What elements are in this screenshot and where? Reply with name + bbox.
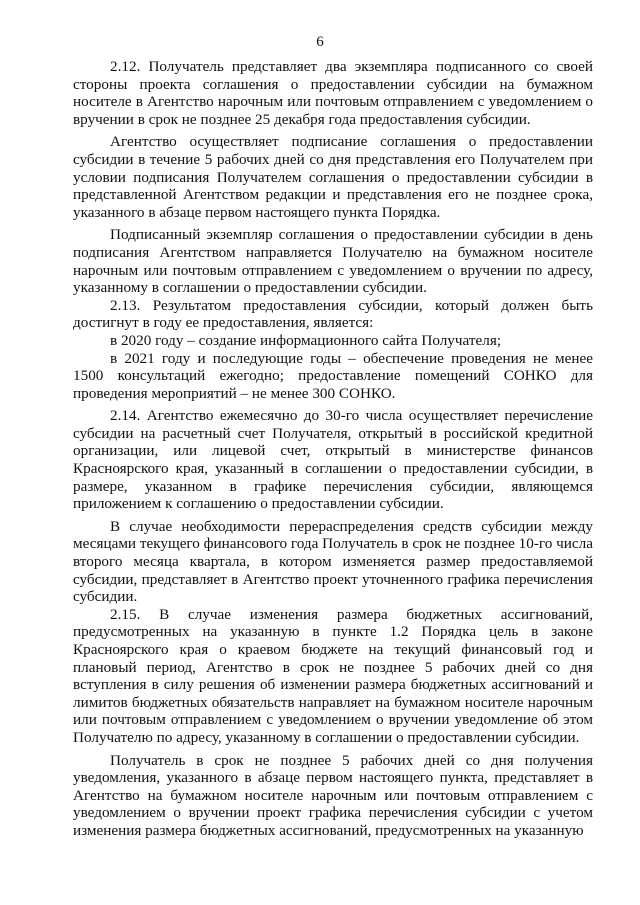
paragraph-2-12-signing: Агентство осуществляет подписание соглашения о предоставлении субсидии в течение 5 рабочих дней со дня представления его Получателем при условии подписания Получателем соглашения о предоставлении субсидии в представленной Агентством редакции и представления его не позднее срока, указанного в абзаце первом настоящего пункта Порядка. <box>73 133 593 221</box>
paragraph-2-12: 2.12. Получатель представляет два экземпляра подписанного со своей стороны проекта соглашения о предоставлении субсидии на бумажном носителе в Агентство нарочным или почтовым отправлением с уведомлением о вручении в срок не позднее 25 декабря года предоставления субсидии. <box>73 58 593 128</box>
paragraph-2-13-result-2020: в 2020 году – создание информационного сайта Получателя; <box>110 331 502 349</box>
paragraph-2-13: 2.13. Результатом предоставления субсидии, который должен быть достигнут в году ее предоставления, является: <box>73 296 593 332</box>
paragraph-2-15-recipient: Получатель в срок не позднее 5 рабочих дней со дня получения уведомления, указанного в абзаце первом настоящего пункта, представляет в Агентство на бумажном носителе нарочным или почтовым отправлением с уведомлением о вручении проект графика перечисления субсидии с учетом изменения размера бюджетных ассигнований, предусмотренных на указанную <box>73 751 593 839</box>
page-number: 6 <box>316 34 324 50</box>
paragraph-2-14: 2.14. Агентство ежемесячно до 30-го числа осуществляет перечисление субсидии на расчетный счет Получателя, открытый в российской кредитной организации, или лицевой счет, открытый в министерстве финансов Красноярского края, указанный в соглашении о предоставлении субсидии, в размере, указанном в графике перечисления субсидии, являющемся приложением к соглашению о предоставлении субсидии. <box>73 407 593 513</box>
page-body <box>73 58 593 840</box>
paragraph-2-15: 2.15. В случае изменения размера бюджетных ассигнований, предусмотренных на указанную в пункте 1.2 Порядка цель в законе Красноярского края о краевом бюджете на текущий финансовый год и плановый период, Агентство в срок не позднее 5 рабочих дней со дня вступления в силу решения об изменении размера бюджетных ассигнований и лимитов бюджетных обязательств направляет на бумажном носителе нарочным или почтовым отправлением с уведомлением о вручении уведомление об этом Получателю по адресу, указанному в соглашении о предоставлении субсидии. <box>73 605 593 746</box>
paragraph-2-14-redistribution: В случае необходимости перераспределения средств субсидии между месяцами текущего финансового года Получатель в срок не позднее 10-го числа второго месяца квартала, в котором изменяется размер предоставляемой субсидии, представляет в Агентство проект уточненного графика перечисления субсидии. <box>73 517 593 606</box>
paragraph-2-12-signed-copy: Подписанный экземпляр соглашения о предоставлении субсидии в день подписания Агентством направляется Получателю на бумажном носителе нарочным или почтовым отправлением с уведомлением о вручении по адресу, указанному в соглашении о предоставлении субсидии. <box>73 226 593 297</box>
paragraph-2-13-result-2021: в 2021 году и последующие годы – обеспечение проведения не менее 1500 консультаций ежегодно; предоставление помещений СОНКО для проведения мероприятий – не менее 300 СОНКО. <box>73 349 593 402</box>
